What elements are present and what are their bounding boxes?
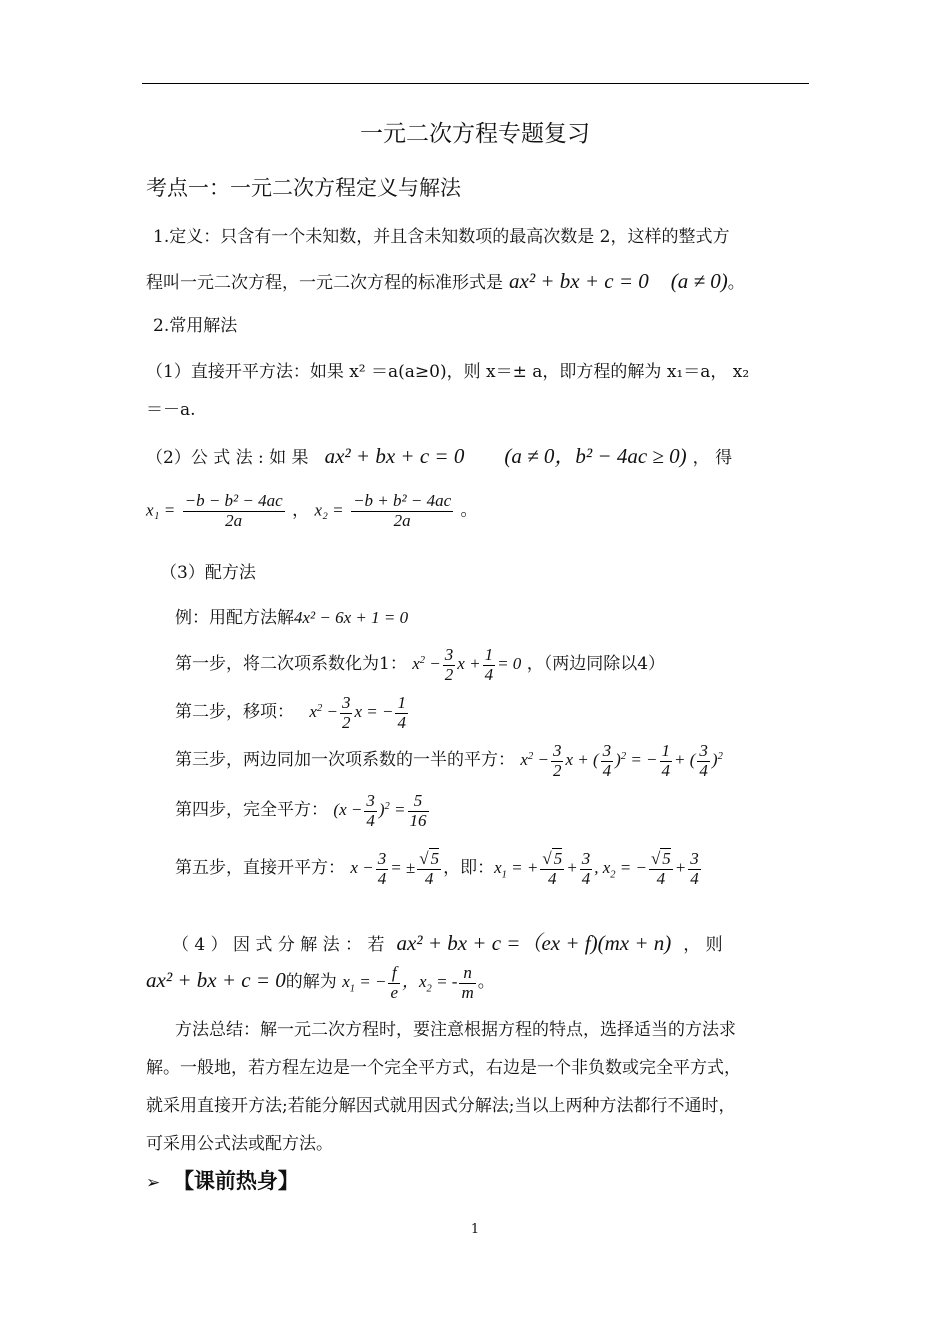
method4-tail: ， 则 [683, 935, 723, 955]
summary-line-3: 就采用直接开方法;若能分解因式就用因式分解法;当以上两种方法都行不通时， [146, 1096, 736, 1116]
method4-line-1 [172, 927, 723, 957]
formula-x2-lhs: x₂ = [314, 500, 344, 520]
quadratic-formula [146, 492, 478, 530]
page-title: 一元二次方程专题复习 [360, 121, 590, 147]
methods-heading: 2.常用解法 [153, 316, 238, 336]
step1-equation: $x^2$ − $\frac{3}{2}$ x + $\frac{1}{4}$ = 0 [412, 645, 522, 684]
formula-x1-denominator: 2a [225, 510, 243, 530]
method4-line-2 [146, 964, 495, 1002]
section-heading: 考点一：一元二次方程定义与解法 [146, 176, 461, 200]
formula-x1-lhs: x₁ = [146, 500, 176, 520]
step5-solutions: $x_1$ = + $\frac{√ 5}{4}$ + $\frac{3}{4}$ , $x_2$ = − $\frac{√ 5}{4}$ + $\frac{3}{4}$ [494, 849, 699, 888]
method4-equation: ax² + bx + c =（ex + f)(mx + n) [396, 931, 672, 955]
formula-x1-numerator: −b − b² − 4ac [184, 491, 283, 510]
example-line [175, 603, 408, 628]
formula-x1-fraction [183, 492, 285, 530]
step3-label: 第三步，两边同加一次项系数的一半的平方： [175, 750, 515, 771]
formula-x2-fraction [351, 492, 453, 530]
method2-tail: ， 得 [692, 448, 733, 468]
step3-equation: $x^2$ − $\frac{3}{2}$ x + ( $\frac{3}{4}$ )$^2$ = − $\frac{1}{4}$ + ( $\frac{3}{4}$ )$^2$ [520, 741, 723, 780]
method1-text: （1）直接开平方法：如果 x² ＝a(a≥0)，则 x＝± a，即方程的解为 [146, 362, 662, 382]
method2-label: （2）公 式 法 : 如 果 [146, 448, 309, 468]
header-rule [142, 83, 809, 84]
method4-equation-2: ax² + bx + c = 0 [146, 968, 286, 993]
method2-equation: ax² + bx + c = 0 [324, 444, 465, 468]
definition-line-2 [146, 268, 745, 294]
method1-line-1 [146, 357, 749, 382]
method1-x2: x₂ [732, 362, 750, 382]
step4-equation: (x − $\frac{3}{4}$ )$^2$ = $\frac{5}{16}$ [333, 791, 427, 830]
method4-label: （ 4 ） 因 式 分 解 法 ： 若 [172, 935, 385, 955]
step4-line [175, 792, 431, 830]
method1-line-2: ＝－a. [146, 400, 196, 420]
formula-end: 。 [460, 500, 478, 521]
step3-line [175, 742, 723, 780]
definition-text: 程叫一元二次方程，一元二次方程的标准形式是 [146, 273, 503, 293]
method4-solutions: $x_1$ = − $\frac{f}{e}$ ，$x_2$ = - $\frac{n}{m}$ [342, 963, 474, 1002]
step2-label: 第二步，移项： [175, 702, 294, 723]
method3-heading: （3）配方法 [160, 563, 256, 583]
method1-x1: x₁＝a， [666, 362, 728, 382]
standard-form-equation: ax² + bx + c = 0 [509, 269, 649, 293]
method2-line [146, 440, 732, 470]
summary-line-1: 方法总结：解一元二次方程时，要注意根据方程的特点，选择适当的方法求 [175, 1020, 736, 1040]
definition-end: 。 [727, 273, 745, 293]
page-number: 1 [470, 1222, 480, 1237]
warmup-heading-line [146, 1165, 299, 1195]
method4-solution-label: 的解为 [285, 972, 337, 993]
summary-line-2: 解。一般地，若方程左边是一个完全平方式，右边是一个非负数或完全平方式， [146, 1058, 741, 1078]
step1-label: 第一步，将二次项系数化为1： [175, 654, 407, 675]
step5-equation: x − $\frac{3}{4}$ = ± $\frac{√ 5}{4}$ [350, 849, 440, 888]
formula-x2-denominator: 2a [393, 510, 411, 530]
step5-label: 第五步，直接开平方： [175, 858, 345, 879]
step1-note: ，（两边同除以4） [526, 654, 666, 675]
method2-condition: (a ≠ 0，b² − 4ac ≥ 0) [504, 444, 687, 468]
step4-label: 第四步，完全平方： [175, 800, 328, 821]
definition-line-1: 1.定义：只含有一个未知数，并且含未知数项的最高次数是 2，这样的整式方 [153, 227, 730, 247]
step5-mid: ，即： [443, 858, 495, 879]
step1-line [175, 646, 665, 684]
step2-equation: $x^2$ − $\frac{3}{2}$ x = − $\frac{1}{4}$ [309, 693, 406, 732]
formula-x2-numerator: −b + b² − 4ac [353, 491, 452, 510]
step2-line [175, 694, 410, 732]
formula-separator: ， [292, 500, 310, 521]
step5-line [175, 850, 703, 888]
example-label: 例：用配方法解 [175, 608, 294, 628]
arrow-bullet-icon: ➢ [146, 1173, 161, 1193]
method4-end: 。 [477, 972, 495, 993]
standard-form-condition: (a ≠ 0) [670, 269, 728, 293]
summary-line-4: 可采用公式法或配方法。 [146, 1134, 333, 1154]
warmup-heading: 【课前热身】 [172, 1168, 299, 1193]
example-equation: 4x² − 6x + 1 = 0 [294, 608, 409, 627]
